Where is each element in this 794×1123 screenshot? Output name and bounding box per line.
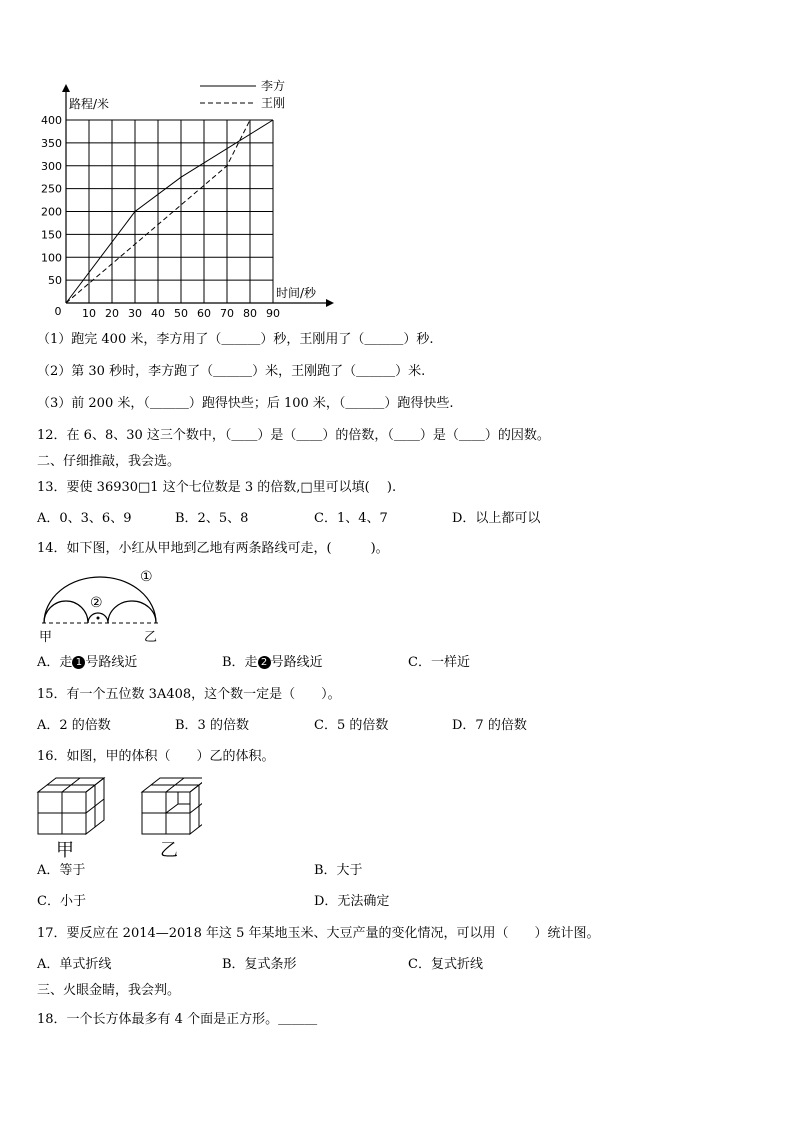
figure-yi-label: 乙 [160, 840, 178, 861]
origin-label: 0 [54, 305, 62, 318]
q14-text: 14．如下图，小红从甲地到乙地有两条路线可走，( )。 [37, 541, 389, 556]
q17-option-a[interactable]: A．单式折线 [37, 957, 112, 972]
q17-option-b[interactable]: B．复式条形 [222, 957, 297, 972]
x-tick-label: 60 [197, 307, 211, 320]
q14-option-a[interactable] [37, 655, 137, 671]
q13-text: 13．要使 36930□1 这个七位数是 3 的倍数,□里可以填( ). [37, 480, 397, 495]
q14-option-b[interactable] [222, 655, 323, 671]
section-2-heading: 二、仔细推敲，我会选。 [37, 454, 181, 469]
q18-text: 18．一个长方体最多有 4 个面是正方形。＿＿＿ [37, 1012, 318, 1027]
section-3-heading: 三、火眼金睛，我会判。 [37, 983, 181, 998]
q15-option-c[interactable]: C．5 的倍数 [314, 718, 389, 733]
q12-text: 12．在 6、8、30 这三个数中，（＿＿）是（＿＿）的倍数，（＿＿）是（＿＿）的因数。 [37, 428, 550, 443]
q15-text: 15．有一个五位数 3A408，这个数一定是（ ）。 [37, 687, 341, 702]
q16-option-c[interactable]: C．小于 [37, 894, 86, 909]
q13-option-b[interactable]: B．2、5、8 [175, 511, 249, 526]
q11-part3: （3）前 200 米，（＿＿＿）跑得快些；后 100 米，（＿＿＿）跑得快些. [37, 396, 454, 411]
q14-option-b-suffix: 号路线近 [270, 655, 323, 670]
x-tick-label: 30 [128, 307, 142, 320]
legend-entry-2: 王刚 [261, 96, 286, 110]
legend-entry-1: 李方 [261, 79, 286, 93]
q11-part1: （1）跑完 400 米，李方用了（＿＿＿）秒，王刚用了（＿＿＿）秒. [37, 332, 434, 347]
q17-option-c[interactable]: C．复式折线 [408, 957, 483, 972]
y-tick-label: 50 [48, 274, 62, 288]
y-tick-label: 150 [41, 228, 62, 242]
running-distance-chart [0, 0, 794, 330]
figure-jia-label: 甲 [56, 840, 74, 861]
y-tick-label: 300 [41, 159, 62, 173]
q16-text: 16．如图，甲的体积（ ）乙的体积。 [37, 749, 275, 764]
q14-option-a-prefix: A．走 [37, 655, 73, 670]
q13-option-a[interactable]: A．0、3、6、9 [37, 511, 132, 526]
y-axis-arrow-icon [62, 84, 70, 92]
x-tick-label: 70 [220, 307, 234, 320]
q14-option-b-prefix: B．走 [222, 655, 258, 670]
y-tick-label: 400 [41, 114, 62, 127]
route-2-circle-icon: 2 [258, 656, 271, 669]
x-axis-label: 时间/秒 [276, 286, 317, 300]
cube-figures [32, 772, 202, 862]
q13-option-c[interactable]: C．1、4、7 [314, 511, 388, 526]
chart-tick-labels [41, 96, 317, 320]
y-axis-label: 路程/米 [69, 97, 110, 111]
route-1-label: ① [140, 569, 153, 585]
y-tick-label: 250 [41, 182, 62, 196]
q16-option-a[interactable]: A．等于 [37, 863, 86, 878]
chart-axes [62, 84, 334, 307]
route-1-circle-icon: 1 [72, 656, 85, 669]
q15-option-d[interactable]: D．7 的倍数 [452, 718, 527, 733]
y-tick-label: 200 [41, 205, 62, 219]
x-axis-arrow-icon [326, 299, 334, 307]
chart-legend [200, 78, 285, 110]
q16-option-b[interactable]: B．大于 [314, 863, 363, 878]
q17-text: 17．要反应在 2014—2018 年这 5 年某地玉米、大豆产量的变化情况，可以用（ ）统计图。 [37, 926, 600, 941]
end-point-label: 乙 [144, 630, 158, 645]
start-point-label: 甲 [39, 630, 53, 645]
q14-option-a-suffix: 号路线近 [85, 655, 138, 670]
q11-part2: （2）第 30 秒时，李方跑了（＿＿＿）米，王刚跑了（＿＿＿）米. [37, 364, 426, 379]
q15-option-a[interactable]: A．2 的倍数 [37, 718, 111, 733]
x-tick-label: 10 [82, 307, 96, 320]
x-tick-label: 50 [174, 307, 188, 320]
q14-option-c[interactable]: C．一样近 [408, 655, 470, 670]
y-tick-label: 350 [41, 136, 62, 150]
q13-option-d[interactable]: D．以上都可以 [452, 511, 541, 526]
route-diagram [34, 566, 164, 646]
x-tick-label: 40 [151, 307, 165, 320]
q16-option-d[interactable]: D．无法确定 [314, 894, 390, 909]
x-tick-label: 90 [266, 307, 280, 320]
q15-option-b[interactable]: B．3 的倍数 [175, 718, 249, 733]
x-tick-label: 20 [105, 307, 119, 320]
route-2-label: ② [90, 595, 103, 611]
y-tick-label: 100 [41, 251, 62, 265]
x-tick-label: 80 [243, 307, 257, 320]
chart-grid [66, 120, 273, 303]
